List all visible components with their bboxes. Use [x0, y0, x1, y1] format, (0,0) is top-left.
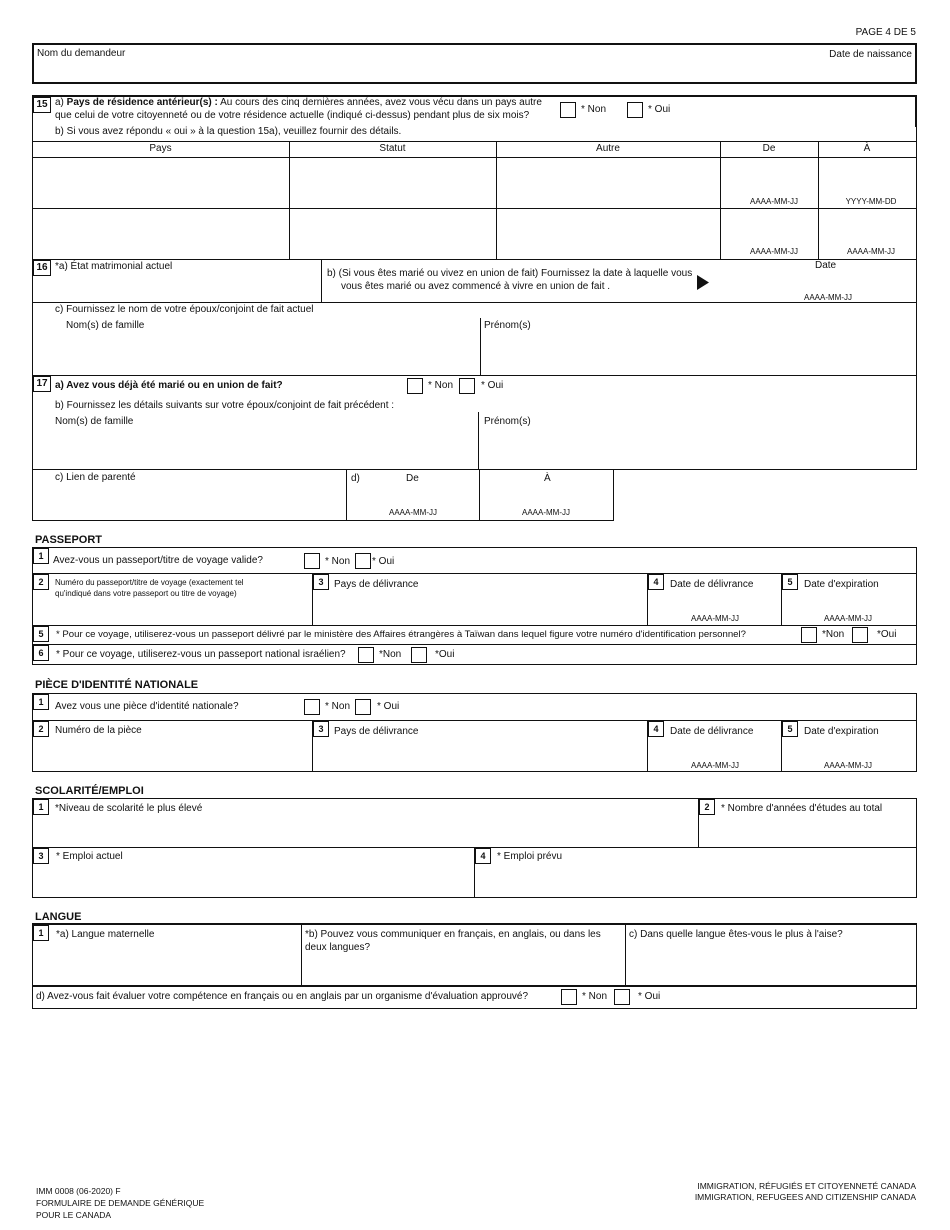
preferred-language-input[interactable]	[626, 943, 915, 985]
q16b-date-format: AAAA-MM-JJ	[804, 293, 852, 302]
education-q3-label: * Emploi actuel	[56, 851, 123, 862]
national-id-q5-format: AAAA-MM-JJ	[824, 761, 872, 770]
passport-q3-label: Pays de délivrance	[334, 579, 419, 590]
passport-q4-label: Date de délivrance	[670, 579, 754, 590]
q17c-label: c) Lien de parenté	[55, 472, 136, 483]
national-id-country-input[interactable]	[313, 739, 647, 771]
passport-section-title: PASSEPORT	[35, 534, 103, 546]
intended-job-input[interactable]	[475, 865, 915, 897]
passport-q1-number: 1	[33, 548, 49, 564]
passport-q5-number: 5	[782, 574, 798, 590]
q15a-question-line2: que celui de votre citoyenneté ou de votre résidence actuelle (indiqué ci-dessus) pendant plus de six mois?	[55, 110, 530, 121]
q15-row1-status-input[interactable]	[290, 158, 496, 208]
education-q4-label: * Emploi prévu	[497, 851, 563, 862]
education-years-input[interactable]	[699, 817, 915, 847]
national-id-q2-label: Numéro de la pièce	[55, 725, 142, 736]
arrow-right-icon	[697, 275, 709, 290]
q16a-label: *a) État matrimonial actuel	[55, 261, 173, 272]
q15a-question: a) Pays de résidence antérieur(s) : Au cours des cinq dernières années, avez vous vécu dans un pays autre	[55, 97, 542, 108]
q17d-label: d)	[351, 473, 360, 484]
national-id-q5-number: 5	[782, 721, 798, 737]
passport-taiwan-question: * Pour ce voyage, utiliserez-vous un passeport délivré par le ministère des Affaires étrangères à Taïwan dans lequel figure votre numéro d'identification personnel?	[56, 629, 746, 640]
language-test-no-label: * Non	[582, 991, 608, 1002]
q15-col-other: Autre	[596, 143, 620, 154]
q17d-to-label: À	[544, 473, 551, 484]
national-id-q3-label: Pays de délivrance	[334, 726, 419, 737]
language-q1-number: 1	[33, 925, 49, 941]
language-test-yes-label: * Oui	[638, 991, 661, 1002]
education-q2-label: * Nombre d'années d'études au total	[721, 803, 883, 814]
language-c-label: c) Dans quelle langue êtes-vous le plus à l'aise?	[629, 929, 843, 940]
mother-tongue-input[interactable]	[33, 943, 301, 985]
language-a-label: *a) Langue maternelle	[56, 929, 155, 940]
language-d-question: d) Avez-vous fait évaluer votre compétence en français ou en anglais par un organisme d'évaluation approuvé?	[36, 991, 529, 1002]
q17d-from-format: AAAA-MM-JJ	[389, 508, 437, 517]
q15-col-country: Pays	[149, 143, 172, 154]
education-q4-number: 4	[475, 848, 491, 864]
passport-q5-label: Date d'expiration	[804, 579, 879, 590]
education-q3-number: 3	[33, 848, 49, 864]
q16c-given-name-input[interactable]	[481, 334, 915, 375]
passport-taiwan-no-label: *Non	[822, 629, 845, 640]
education-q2-number: 2	[699, 799, 715, 815]
passport-q1-no-checkbox[interactable]	[304, 553, 320, 569]
q15-row1-country-input[interactable]	[33, 158, 289, 208]
passport-israel-yes-checkbox[interactable]	[411, 647, 427, 663]
q15-col-from: De	[762, 143, 776, 154]
q15-row2-status-input[interactable]	[290, 209, 496, 259]
q16c-label: c) Fournissez le nom de votre époux/conjoint de fait actuel	[55, 304, 314, 315]
passport-q5-format: AAAA-MM-JJ	[824, 614, 872, 623]
q15-row2-other-input[interactable]	[497, 209, 720, 259]
education-section-title: SCOLARITÉ/EMPLOI	[35, 785, 144, 797]
q16b-label-line2: vous êtes marié ou avez commencé à vivre en union de fait .	[341, 281, 611, 292]
q16c-family-name-label: Nom(s) de famille	[66, 320, 145, 331]
national-id-no-checkbox[interactable]	[304, 699, 320, 715]
q15b-instruction: b) Si vous avez répondu « oui » à la question 15a), veuillez fournir des détails.	[55, 126, 402, 137]
education-q1-number: 1	[33, 799, 49, 815]
q15-row1-from-format: AAAA-MM-JJ	[750, 197, 798, 206]
language-test-yes-checkbox[interactable]	[614, 989, 630, 1005]
passport-taiwan-no-checkbox[interactable]	[801, 627, 817, 643]
applicant-name-label: Nom du demandeur	[37, 48, 126, 59]
national-id-q1-label: Avez vous une pièce d'identité nationale?	[55, 701, 239, 712]
passport-q1-no-label: * Non	[325, 556, 351, 567]
language-b-label-line1: *b) Pouvez vous communiquer en français, en anglais, ou dans les	[305, 929, 601, 940]
national-id-section-title: PIÈCE D'IDENTITÉ NATIONALE	[35, 679, 199, 691]
q17a-yes-checkbox[interactable]	[459, 378, 475, 394]
q16c-family-name-input[interactable]	[33, 334, 480, 375]
q16a-marital-status-input[interactable]	[33, 276, 321, 302]
passport-israel-no-checkbox[interactable]	[358, 647, 374, 663]
q17b-family-name-label: Nom(s) de famille	[55, 416, 134, 427]
passport-q2-label-line2: qu'indiqué dans votre passeport ou titre de voyage)	[55, 589, 237, 598]
applicant-header-box[interactable]	[32, 43, 917, 84]
national-id-q4-number: 4	[648, 721, 664, 737]
q15-number: 15	[33, 97, 51, 113]
q17-number: 17	[33, 376, 51, 392]
q16c-given-name-label: Prénom(s)	[484, 320, 531, 331]
national-id-q3-number: 3	[313, 721, 329, 737]
q17c-relationship-input[interactable]	[33, 486, 346, 520]
department-fr: IMMIGRATION, RÉFUGIÉS ET CITOYENNETÉ CANADA	[697, 1181, 916, 1191]
language-test-no-checkbox[interactable]	[561, 989, 577, 1005]
language-b-label-line2: deux langues?	[305, 942, 371, 953]
passport-q3-number: 3	[313, 574, 329, 590]
q15a-yes-label: * Oui	[648, 104, 671, 115]
q16-number: 16	[33, 260, 51, 276]
q17b-given-name-input[interactable]	[479, 430, 915, 469]
q17b-given-name-label: Prénom(s)	[484, 416, 531, 427]
education-level-input[interactable]	[33, 817, 698, 847]
q17b-label: b) Fournissez les détails suivants sur votre époux/conjoint de fait précédent :	[55, 400, 395, 411]
national-id-number-input[interactable]	[33, 739, 312, 771]
department-en: IMMIGRATION, REFUGEES AND CITIZENSHIP CANADA	[694, 1192, 916, 1202]
q16b-date-label: Date	[815, 260, 837, 271]
q17a-no-checkbox[interactable]	[407, 378, 423, 394]
passport-israel-question: * Pour ce voyage, utiliserez-vous un passeport national israélien?	[56, 649, 346, 660]
national-id-q5-label: Date d'expiration	[804, 726, 879, 737]
q15-row1-to-format: YYYY-MM-DD	[845, 197, 897, 206]
q15a-no-label: * Non	[581, 104, 607, 115]
national-id-no-label: * Non	[325, 701, 351, 712]
education-q1-label: *Niveau de scolarité le plus élevé	[55, 803, 203, 814]
passport-q1-yes-checkbox[interactable]	[355, 553, 371, 569]
national-id-q4-label: Date de délivrance	[670, 726, 754, 737]
passport-q1-label: Avez-vous un passeport/titre de voyage valide?	[53, 555, 263, 566]
passport-q1-yes-label: * Oui	[372, 556, 395, 567]
passport-taiwan-yes-checkbox[interactable]	[852, 627, 868, 643]
q16b-label-line1: b) (Si vous êtes marié ou vivez en union de fait) Fournissez la date à laquelle vous	[327, 268, 693, 279]
q15a-no-checkbox[interactable]	[560, 102, 576, 118]
national-id-yes-label: * Oui	[377, 701, 400, 712]
q15-col-to: À	[863, 143, 871, 154]
form-name-line2: POUR LE CANADA	[36, 1210, 112, 1220]
passport-number-input[interactable]	[33, 600, 312, 625]
q15-row2-from-format: AAAA-MM-JJ	[750, 247, 798, 256]
passport-israel-no-label: *Non	[379, 649, 402, 660]
national-id-q1-number: 1	[33, 694, 49, 710]
passport-q4-number: 4	[648, 574, 664, 590]
passport-q5b-number: 5	[33, 626, 49, 642]
passport-taiwan-yes-label: *Oui	[877, 629, 897, 640]
form-code: IMM 0008 (06-2020) F	[36, 1186, 121, 1196]
q17a-question: a) Avez vous déjà été marié ou en union de fait?	[55, 380, 283, 391]
form-name-line1: FORMULAIRE DE DEMANDE GÉNÉRIQUE	[36, 1198, 205, 1208]
q15-col-status: Statut	[379, 143, 406, 154]
q15-row2-to-format: AAAA-MM-JJ	[847, 247, 895, 256]
date-of-birth-label: Date de naissance	[829, 49, 912, 60]
q17b-family-name-input[interactable]	[33, 430, 478, 469]
q17d-to-format: AAAA-MM-JJ	[522, 508, 570, 517]
national-id-q2-number: 2	[33, 721, 49, 737]
language-section-title: LANGUE	[35, 911, 82, 923]
passport-q2-number: 2	[33, 574, 49, 590]
q17a-yes-label: * Oui	[481, 380, 504, 391]
national-id-q4-format: AAAA-MM-JJ	[691, 761, 739, 770]
q17d-from-label: De	[406, 473, 419, 484]
passport-country-input[interactable]	[313, 592, 647, 625]
language-ability-input[interactable]	[302, 956, 625, 985]
passport-q2-label-line1: Numéro du passeport/titre de voyage (exactement tel	[55, 578, 244, 587]
page-number: PAGE 4 DE 5	[855, 27, 916, 38]
q15-row1-other-input[interactable]	[497, 158, 720, 208]
q15-row2-country-input[interactable]	[33, 209, 289, 259]
passport-q4-format: AAAA-MM-JJ	[691, 614, 739, 623]
passport-q6-number: 6	[33, 645, 49, 661]
national-id-yes-checkbox[interactable]	[355, 699, 371, 715]
q15a-yes-checkbox[interactable]	[627, 102, 643, 118]
q17a-no-label: * Non	[428, 380, 454, 391]
passport-israel-yes-label: *Oui	[435, 649, 455, 660]
current-job-input[interactable]	[33, 865, 474, 897]
